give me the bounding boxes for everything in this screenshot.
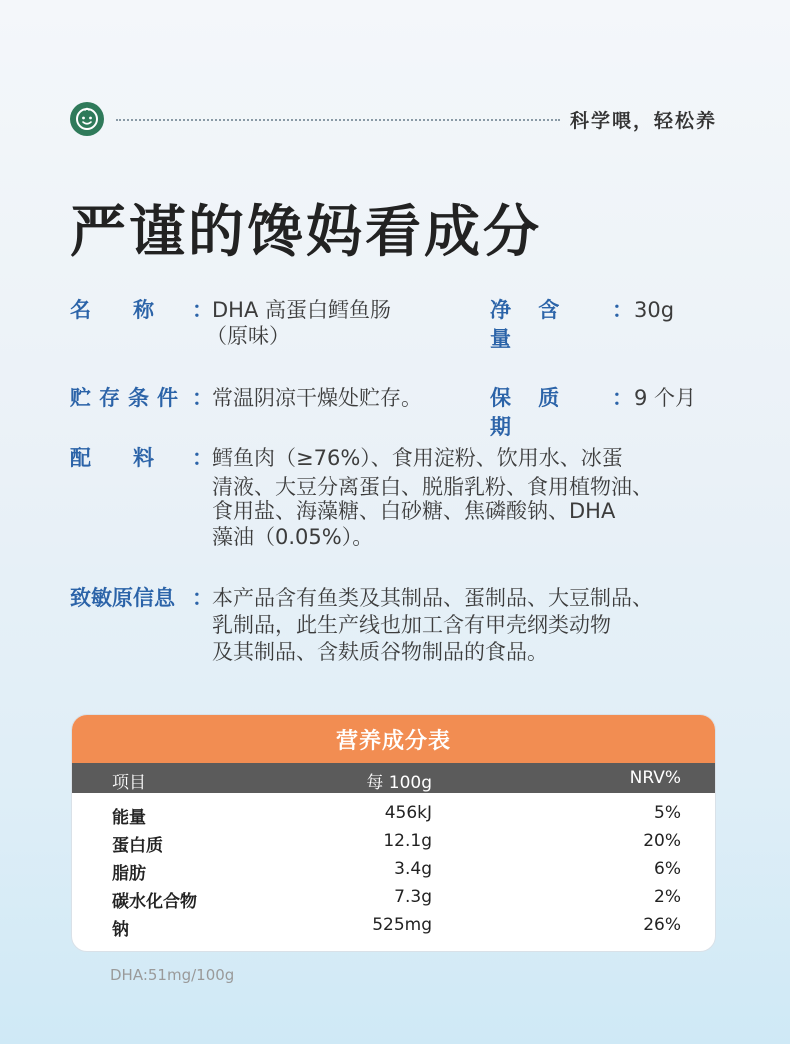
page-title: 严谨的馋妈看成分 (70, 200, 542, 265)
table-row (72, 911, 715, 939)
storage-colon: ： (192, 386, 213, 410)
nutrient-name: 蛋白质 (112, 836, 163, 856)
nutrition-table (71, 714, 716, 952)
column-header-per100g: 每 100g (366, 773, 432, 793)
storage-value: 常温阴凉干燥处贮存。 (212, 386, 422, 410)
nutrient-nrv: 26% (643, 915, 681, 935)
shelf-life-value: 9 个月 (634, 386, 697, 410)
ingredients-line: 鳕鱼肉（≥76%）、食用淀粉、饮用水、冰蛋 (212, 446, 623, 470)
nutrient-name: 钠 (112, 920, 129, 940)
allergen-label: 致敏原信息 (70, 586, 175, 610)
ingredients-colon: ： (192, 446, 213, 470)
shelf-life-colon: ： (612, 386, 633, 410)
smiling-baby-face-icon (70, 102, 104, 136)
ingredients-line: 食用盐、海藻糖、白砂糖、焦磷酸钠、DHA (212, 499, 616, 523)
nutrient-amount: 3.4g (394, 859, 432, 879)
dha-footnote: DHA:51mg/100g (110, 966, 235, 984)
table-row (72, 883, 715, 911)
allergen-line: 乳制品，此生产线也加工含有甲壳纲类动物 (212, 613, 611, 637)
table-row (72, 827, 715, 855)
column-header-nrv: NRV% (629, 768, 681, 788)
nutrition-table-header (72, 763, 715, 793)
name-colon: ： (192, 298, 213, 322)
nutrient-nrv: 6% (654, 859, 681, 879)
nutrient-amount: 12.1g (383, 831, 432, 851)
net-content-label: 净 含 量 (490, 298, 570, 351)
allergen-line: 及其制品、含麸质谷物制品的食品。 (212, 640, 548, 664)
table-row (72, 799, 715, 827)
ingredients-label: 配 料 (70, 446, 154, 470)
nutrient-name: 能量 (112, 808, 146, 828)
storage-label: 贮存条件 (70, 386, 186, 410)
ingredients-line: 清液、大豆分离蛋白、脱脂乳粉、食用植物油、 (212, 475, 653, 499)
allergen-line: 本产品含有鱼类及其制品、蛋制品、大豆制品、 (212, 586, 653, 610)
nutrition-table-title: 营养成分表 (72, 715, 715, 763)
allergen-colon: ： (192, 586, 213, 610)
nutrient-amount: 525mg (372, 915, 432, 935)
nutrient-nrv: 5% (654, 803, 681, 823)
net-content-value: 30g (634, 298, 675, 322)
nutrient-amount: 7.3g (394, 887, 432, 907)
table-row (72, 855, 715, 883)
shelf-life-label: 保 质 期 (490, 386, 570, 439)
nutrient-amount: 456kJ (384, 803, 432, 823)
brand-slogan: 科学喂，轻松养 (570, 110, 718, 132)
name-label: 名 称 (70, 298, 154, 322)
ingredients-line: 藻油（0.05%）。 (212, 525, 374, 549)
nutrient-name: 脂肪 (112, 864, 146, 884)
dotted-divider (116, 119, 560, 121)
nutrient-name: 碳水化合物 (112, 892, 197, 912)
nutrient-nrv: 20% (643, 831, 681, 851)
nutrient-nrv: 2% (654, 887, 681, 907)
net-content-colon: ： (612, 298, 633, 322)
name-value-line2: （原味） (206, 324, 290, 348)
column-header-item: 项目 (112, 773, 146, 793)
name-value-line1: DHA 高蛋白鳕鱼肠 (212, 298, 392, 322)
